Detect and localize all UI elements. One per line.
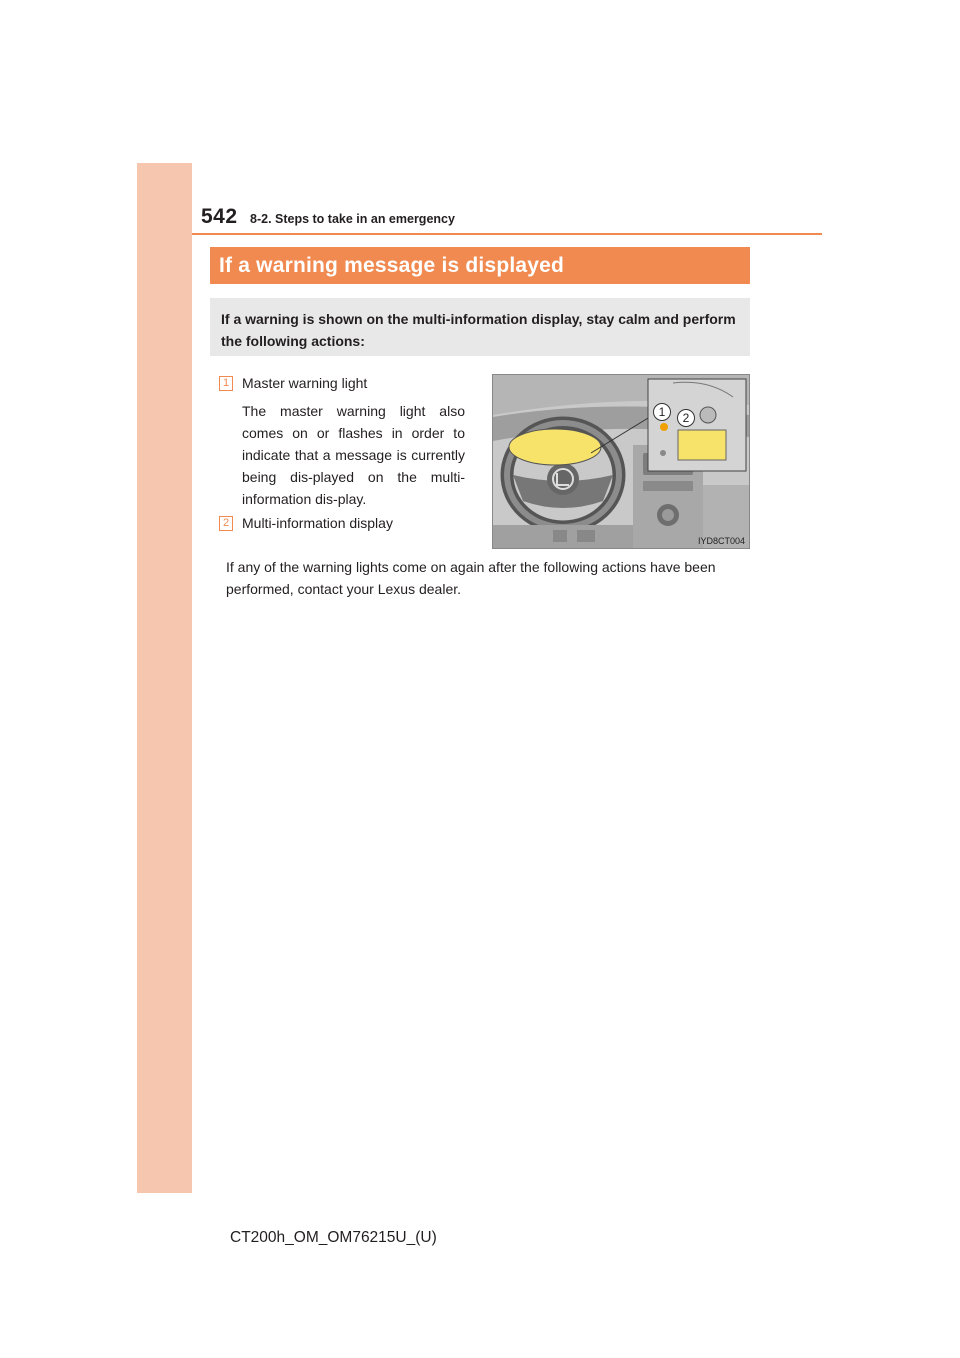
header-rule [192, 233, 822, 235]
page-title: If a warning message is displayed [219, 253, 565, 277]
dashboard-illustration [492, 374, 750, 549]
document-code: CT200h_OM_OM76215U_(U) [230, 1229, 437, 1246]
item-description-master-warning [242, 400, 465, 510]
intro-box: If a warning is shown on the multi-information display, stay calm and perform the following actions: [210, 298, 750, 356]
item-number-badge: 1 [219, 376, 233, 391]
item-label-master-warning: Master warning light [242, 375, 368, 391]
item-description-text: The master warning light also comes on or flashes in order to indicate that a message is currently being dis-played on the multi-information dis-play. [242, 403, 465, 507]
instruction-note: If any of the warning lights come on again after the following actions have been performed, contact your Lexus dealer. [226, 559, 716, 597]
item-number-badge: 2 [219, 516, 233, 531]
title-bar [210, 247, 750, 284]
section-header: 8-2. Steps to take in an emergency [250, 212, 455, 226]
callout-marker: 1 [653, 403, 671, 421]
dashboard-drawing [493, 375, 749, 548]
side-band [137, 163, 192, 1193]
item-label-multi-info-display: Multi-information display [242, 515, 393, 531]
callout-marker: 2 [677, 409, 695, 427]
figure-code: IYD8CT004 [697, 536, 745, 546]
page-number: 542 [201, 205, 238, 228]
